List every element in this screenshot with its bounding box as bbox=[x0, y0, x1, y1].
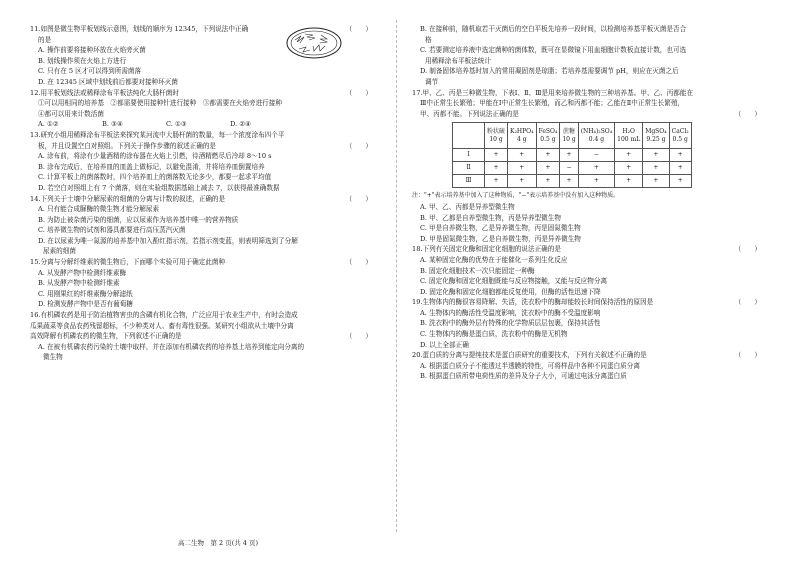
line-text: 调节 bbox=[425, 77, 439, 86]
line-text: 20.蛋白质的分离与提纯技术是蛋白质研究的重要技术，下列有关叙述不正确的是 bbox=[412, 351, 647, 360]
table-cell: − bbox=[578, 149, 614, 162]
text-line bbox=[412, 287, 767, 298]
line-text: 微生物 bbox=[43, 353, 63, 362]
line-text: D. 检测发酵产物中是否有葡萄糖 bbox=[38, 300, 133, 309]
text-line bbox=[30, 310, 378, 321]
table-cell: + bbox=[578, 175, 614, 188]
table-row bbox=[453, 149, 692, 162]
table-cell: + bbox=[485, 162, 508, 175]
left-column bbox=[30, 24, 378, 363]
text-line bbox=[412, 318, 767, 329]
line-text: 18.下列有关固定化酶和固定化细胞的说法正确的是 bbox=[412, 245, 561, 254]
text-line bbox=[30, 109, 378, 120]
ingredient-name: CaCl₂ bbox=[671, 127, 689, 135]
text-line bbox=[30, 225, 378, 236]
right-column-bottom bbox=[412, 191, 767, 382]
answer-blank: （ ） bbox=[345, 258, 372, 267]
text-line bbox=[30, 66, 378, 77]
medium-label: Ⅲ bbox=[453, 175, 485, 188]
table-cell: + bbox=[485, 149, 508, 162]
text-line bbox=[412, 24, 767, 35]
line-text: 15.分离与分解纤维素的微生物后，下面哪个实验可用于确定此菌种 bbox=[30, 258, 226, 267]
table-cell: + bbox=[560, 175, 578, 188]
question-stem bbox=[412, 350, 767, 361]
text-line bbox=[412, 191, 767, 202]
table-cell: + bbox=[508, 175, 536, 188]
line-text: C. 只有在 5 区才可以得到所需菌落 bbox=[38, 67, 142, 76]
line-text: 高效降解有机磷农药的微生物，下列叙述不正确的是 bbox=[30, 332, 182, 341]
table-cell: + bbox=[669, 175, 691, 188]
text-line bbox=[412, 202, 767, 213]
ingredient-name: H₂O bbox=[622, 127, 635, 135]
text-line bbox=[412, 340, 767, 351]
table-cell: + bbox=[643, 162, 669, 175]
ingredient-amount: 10 g bbox=[562, 135, 576, 143]
table-cell: + bbox=[615, 175, 643, 188]
line-text: A. 从发酵产物中检测纤维素酶 bbox=[38, 268, 127, 277]
line-text: B. 根据蛋白质所带电荷性质的差异及分子大小，可通过电泳分离蛋白质 bbox=[420, 372, 627, 381]
line-text: 用稀释涂布平板法统计 bbox=[425, 56, 491, 65]
text-line bbox=[30, 331, 378, 342]
line-text: 14.下列关于土壤中分解尿素的细菌的分离与计数的叙述，正确的是 bbox=[30, 194, 226, 203]
text-line bbox=[30, 289, 378, 300]
line-text: 19.生物体内的酶很容易降解、失活，洗衣粉中的酶却能较长时间保持活性的原因是 bbox=[412, 298, 654, 307]
line-text: ④都可以用来计数活菌 bbox=[38, 109, 104, 118]
medium-label: Ⅱ bbox=[453, 162, 485, 175]
right-column-top bbox=[412, 24, 767, 119]
line-text: B. 洗衣粉中的酶外层有特殊的化学物质层层包裹，保持其活性 bbox=[420, 319, 601, 328]
option-text: B. ③④ bbox=[102, 120, 123, 129]
table-cell: + bbox=[615, 162, 643, 175]
line-text: C. 用刚果红的纤维素酶分解滤纸 bbox=[38, 289, 133, 298]
answer-blank: （ ） bbox=[734, 109, 761, 118]
ingredient-name: MgSO₄ bbox=[645, 127, 667, 135]
table-header-cell bbox=[560, 123, 578, 149]
line-text: D. 以上全部正确 bbox=[420, 340, 469, 349]
line-text: C. 固定化酶和固定化细胞既能与反应物接触，又能与反应物分离 bbox=[420, 277, 608, 286]
answer-blank: （ ） bbox=[734, 351, 761, 360]
line-text: 16.有机磷农药是用于防治植物害虫的含磷有机化合物，广泛应用于农业生产中，有时会造成 bbox=[30, 311, 298, 320]
text-line bbox=[412, 223, 767, 234]
table-header-cell bbox=[578, 123, 614, 149]
text-line bbox=[30, 98, 378, 109]
text-line bbox=[30, 352, 378, 363]
answer-blank: （ ） bbox=[345, 141, 372, 150]
table-cell: + bbox=[578, 162, 614, 175]
ingredient-name: K₂HPO₄ bbox=[510, 127, 534, 135]
table-cell: + bbox=[485, 175, 508, 188]
ingredient-name: FeSO₄ bbox=[538, 127, 558, 135]
table-cell: + bbox=[536, 149, 560, 162]
line-text: C. 若要测定培养液中选定菌种的菌体数，既可在显微镜下用血细胞计数板直接计数，也可选 bbox=[420, 46, 687, 55]
text-line bbox=[412, 213, 767, 224]
table-cell: + bbox=[643, 149, 669, 162]
text-line bbox=[412, 371, 767, 382]
line-text: B. 在接种前，随机取若干灭菌后的空白平板先培养一段时间，以检测培养基平板灭菌是否合 bbox=[420, 25, 687, 33]
ingredient-amount: 100 mL bbox=[617, 135, 641, 143]
table-cell: + bbox=[560, 149, 578, 162]
line-text: ①可以用相同的培养基 ②都需要使用接种针进行接种 ③都需要在火焰旁进行接种 bbox=[38, 99, 282, 108]
line-text: A. 操作前要将接种环放在火焰旁灭菌 bbox=[38, 46, 146, 55]
table-header-cell bbox=[536, 123, 560, 149]
line-text: D. 固定化酶和固定化细胞都能反复使用，但酶的活性迅速下降 bbox=[420, 287, 601, 296]
line-text: C. 生物体内的酶是蛋白质，洗衣粉中的酶是无机物 bbox=[420, 330, 568, 339]
answer-blank: （ ） bbox=[734, 298, 761, 307]
line-text: 格 bbox=[425, 35, 432, 44]
table-cell: + bbox=[669, 162, 691, 175]
answer-blank: （ ） bbox=[345, 25, 372, 33]
text-line bbox=[412, 35, 767, 46]
text-line bbox=[30, 299, 378, 310]
line-text: 甲、丙都不能。下列说法正确的是 bbox=[420, 109, 519, 118]
column-divider bbox=[396, 20, 397, 532]
text-line bbox=[30, 321, 378, 332]
table-cell: + bbox=[508, 149, 536, 162]
table-row bbox=[453, 175, 692, 188]
text-line bbox=[412, 66, 767, 77]
text-line bbox=[30, 342, 378, 353]
text-line bbox=[30, 268, 378, 279]
line-text: 11.如图是微生物平板划线示意图，划线的顺序为 12345，下列说法中正确 bbox=[30, 25, 249, 33]
text-line bbox=[412, 276, 767, 287]
line-text: A. 只有能合成脲酶的微生物才能分解尿素 bbox=[38, 205, 160, 214]
table-header-cell bbox=[643, 123, 669, 149]
text-line bbox=[412, 255, 767, 266]
text-line bbox=[412, 266, 767, 277]
line-text: B. 甲、乙都是自养型微生物，丙是异养型微生物 bbox=[420, 213, 561, 222]
text-line bbox=[412, 88, 767, 99]
text-line bbox=[412, 56, 767, 67]
ingredient-amount: 0.5 g bbox=[672, 135, 688, 143]
ingredient-amount: 10 g bbox=[489, 135, 503, 143]
answer-blank: （ ） bbox=[345, 194, 372, 203]
line-text: A. 在被有机磷农药污染的土壤中取样，并在添加有机磷农药的培养基上培养到能定向分离的 bbox=[38, 342, 305, 351]
text-line bbox=[412, 98, 767, 109]
streak-plate-figure bbox=[285, 26, 343, 60]
table-cell: + bbox=[615, 149, 643, 162]
table-cell: − bbox=[560, 162, 578, 175]
text-line bbox=[30, 204, 378, 215]
ingredient-amount: 0.5 g bbox=[540, 135, 556, 143]
question-stem bbox=[30, 88, 378, 99]
table-cell: + bbox=[536, 175, 560, 188]
option-text: A. ①② bbox=[38, 120, 59, 129]
text-line bbox=[30, 215, 378, 226]
text-line bbox=[30, 141, 378, 152]
text-line bbox=[30, 151, 378, 162]
table-cell: + bbox=[536, 162, 560, 175]
ingredient-name: (NH₄)₂SO₄ bbox=[580, 127, 613, 135]
text-line bbox=[412, 361, 767, 372]
text-line bbox=[412, 77, 767, 88]
line-text: 17.甲、乙、丙是三种微生物，下表Ⅰ、Ⅱ、Ⅲ是用来培养微生物的三种培养基。甲、乙、丙都能在 bbox=[412, 88, 694, 97]
text-line bbox=[412, 234, 767, 245]
line-text: 尿素的细菌 bbox=[43, 247, 76, 256]
culture-medium-table bbox=[452, 122, 692, 188]
line-text: B. 固定化细胞技术一次只能固定一种酶 bbox=[420, 266, 535, 275]
line-text: B. 划线操作须在火焰上方进行 bbox=[38, 56, 127, 65]
question-stem bbox=[412, 244, 767, 255]
table-cell: + bbox=[669, 149, 691, 162]
line-text: A. 某种固定化酶的优势在于能催化一系列生化反应 bbox=[420, 255, 568, 264]
answer-blank: （ ） bbox=[734, 245, 761, 254]
question-stem bbox=[30, 257, 378, 268]
text-line bbox=[412, 329, 767, 340]
option-text: C. ①③ bbox=[166, 120, 187, 129]
text-line bbox=[412, 109, 767, 120]
line-text: 12.用平板划线法或稀释涂布平板法纯化大肠杆菌时 bbox=[30, 88, 179, 97]
line-text: 13.研究小组用稀释涂布平板法来探究某河流中大肠杆菌的数量，每一个浓度涂布四个平 bbox=[30, 130, 285, 139]
answer-blank: （ ） bbox=[345, 88, 372, 97]
line-text: 的是 bbox=[38, 35, 52, 44]
medium-label: Ⅰ bbox=[453, 149, 485, 162]
answer-blank: （ ） bbox=[345, 332, 372, 341]
question-stem bbox=[30, 194, 378, 205]
line-text: D. 若空白对照组上有 7 个菌落，则在实验组数据基础上减去 7，以获得最准确数据 bbox=[38, 183, 280, 192]
line-text: A. 涂布前，将涂有少量酒精的涂布器在火焰上引燃，待酒精燃尽后冷却 8～10 s bbox=[38, 152, 272, 161]
table-corner-cell bbox=[453, 123, 485, 149]
text-line bbox=[412, 308, 767, 319]
text-line bbox=[30, 130, 378, 141]
line-text: B. 涂布完成后，在培养皿的皿盖上做标记，以避免混淆，并将培养皿倒置培养 bbox=[38, 162, 265, 171]
line-text: C. 计算平板上的菌落数时，四个培养皿上的菌落数无论多少，都要一起求平均值 bbox=[38, 173, 272, 182]
text-line bbox=[30, 172, 378, 183]
table-row bbox=[453, 162, 692, 175]
table-header-cell bbox=[508, 123, 536, 149]
ingredient-amount: 4 g bbox=[516, 135, 527, 143]
line-text: C. 甲是自养微生物，乙是异养微生物，丙是固氮微生物 bbox=[420, 224, 581, 233]
table-header-cell bbox=[669, 123, 691, 149]
text-line bbox=[30, 183, 378, 194]
line-text: D. 制备固体培养基时加入的常用凝固剂是琼脂；若培养基需要调节 pH，则应在灭菌之后 bbox=[420, 67, 679, 76]
line-text: A. 根据蛋白质分子不能透过半透膜的特性，可将样品中各种不同蛋白质分离 bbox=[420, 361, 640, 370]
text-line bbox=[30, 278, 378, 289]
ingredient-name: 蔗糖 bbox=[563, 127, 576, 135]
table-header-cell bbox=[485, 123, 508, 149]
line-text: 注："+"表示培养基中加入了这种物质，"−"表示培养基中没有加入这种物质。 bbox=[412, 192, 620, 200]
line-text: A. 甲、乙、丙都是异养型微生物 bbox=[420, 202, 515, 211]
text-line bbox=[30, 236, 378, 247]
line-text: D. 在 12345 区域中划线前后都要对接种环灭菌 bbox=[38, 77, 178, 86]
line-text: D. 在以尿素为唯一氮源的培养基中加入酚红指示剂，若指示剂变蓝，则表明筛选到了分解 bbox=[38, 236, 298, 245]
line-text: A. 生物体内的酶活性受温度影响，洗衣粉中的酶不受温度影响 bbox=[420, 308, 601, 317]
table-header-cell bbox=[615, 123, 643, 149]
table-cell: + bbox=[643, 175, 669, 188]
text-line bbox=[412, 45, 767, 56]
option-text: D. ②④ bbox=[230, 120, 252, 129]
line-text: Ⅲ中正常生长繁殖；甲能在Ⅰ中正常生长繁殖，而乙和丙都不能；乙能在Ⅱ中正常生长繁殖， bbox=[420, 99, 685, 108]
ingredient-amount: 9.25 g bbox=[646, 135, 666, 143]
text-line bbox=[30, 162, 378, 173]
table-cell: + bbox=[508, 162, 536, 175]
line-text: D. 甲是固氮微生物，乙是自养微生物，丙是异养微生物 bbox=[420, 234, 581, 243]
ingredient-amount: 0.4 g bbox=[588, 135, 605, 143]
question-stem bbox=[412, 297, 767, 308]
line-text: B. 从发酵产物中检测纤维素 bbox=[38, 279, 120, 288]
line-text: B. 为防止被杂菌污染的细菌，应以尿素作为培养基中唯一的营养物质 bbox=[38, 215, 239, 224]
footer-text: 高二生物 第 2 页(共 4 页) bbox=[177, 539, 259, 547]
text-line bbox=[30, 246, 378, 257]
line-text: 板，并且设置空白对照组。下列关于操作步骤的叙述正确的是 bbox=[38, 141, 217, 150]
line-text: 瓜果蔬菜等食品农药残留超标，不少种类对人、畜有毒性很强。某研究小组欲从土壤中分离 bbox=[30, 321, 294, 330]
line-text: C. 培养微生物的试剂和器具都要进行高压蒸汽灭菌 bbox=[38, 226, 186, 235]
text-line bbox=[30, 77, 378, 88]
option-row bbox=[30, 119, 378, 130]
right-column bbox=[412, 24, 767, 382]
ingredient-name: 粉状硫 bbox=[487, 127, 506, 135]
